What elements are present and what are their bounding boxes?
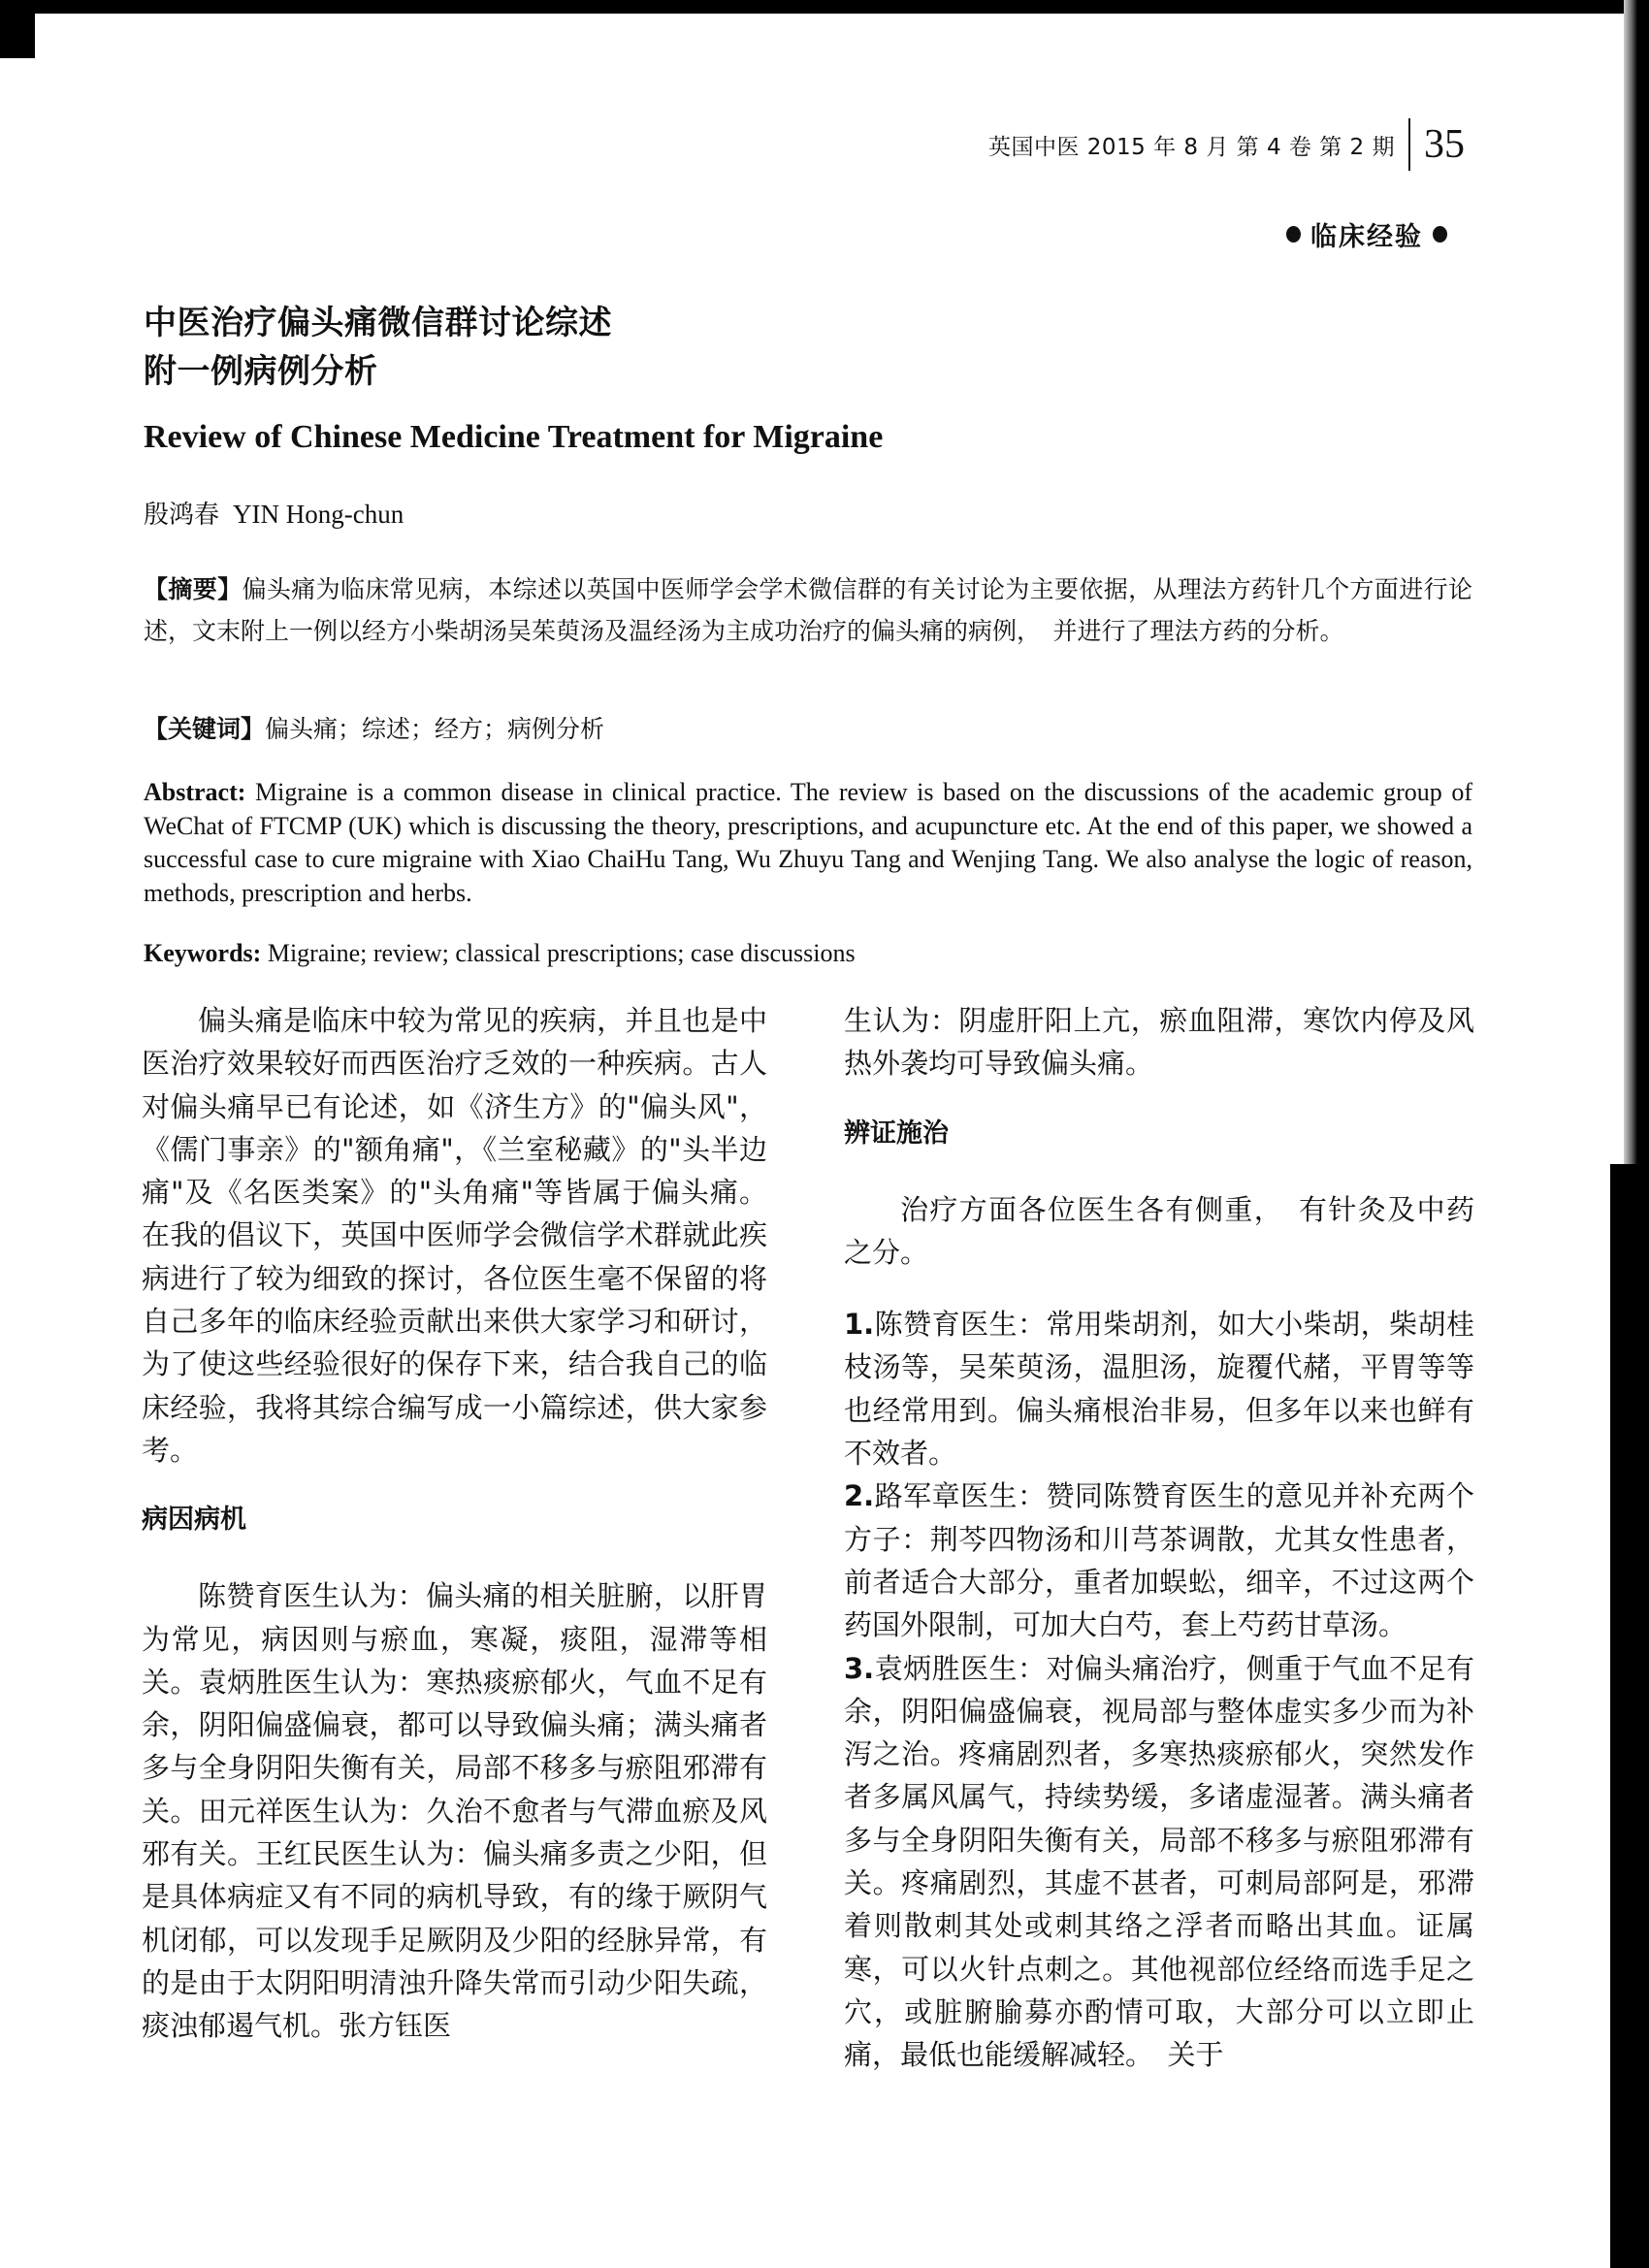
title-cn-line2: 附一例病例分析	[144, 352, 378, 391]
item-number: 1.	[844, 1308, 875, 1342]
etiology-paragraph: 陈赞育医生认为：偏头痛的相关脏腑，以肝胃为常见，病因则与瘀血，寒凝，痰阻，湿滞等相关。袁炳胜医生认为：寒热痰瘀郁火，气血不足有余，阴阳偏盛偏衰，都可以导致偏头痛；满头痛者多与全身阴阳失衡有关，局部不移多与瘀阻邪滞有关。田元祥医生认为：久治不愈者与气滞血瘀及风邪有关。王红民医生认为：偏头痛多责之少阳，但是具体病症又有不同的病机导致，有的缘于厥阴气机闭郁，可以发现手足厥阴及少阳的经脉异常，有的是由于太阴阳明清浊升降失常而引动少阳失疏，痰浊郁遏气机。张方钰医	[142, 1579, 767, 2043]
item-number: 2.	[844, 1479, 875, 1513]
author-name-en: YIN Hong-chun	[233, 500, 404, 529]
section-heading-treatment: 辨证施治	[844, 1118, 949, 1149]
item-text: 袁炳胜医生：对偏头痛治疗，侧重于气血不足有余，阴阳偏盛偏衰，视局部与整体虚实多少而为补泻之治。疼痛剧烈者，多寒热痰瘀郁火，突然发作者多属风属气，持续势缓，多诸虚湿著。满头痛者多与全身阴阳失衡有关，局部不移多与瘀阻邪滞有关。疼痛剧烈，其虚不甚者，可刺局部阿是，邪滞着则散刺其处或刺其络之浮者而略出其血。证属寒，可以火针点刺之。其他视部位经络而选手足之穴，或脏腑腧募亦酌情可取，大部分可以立即止痛，最低也能缓解减轻。 关于	[844, 1651, 1474, 2072]
etiology-continuation: 生认为：阴虚肝阳上亢，瘀血阻滞，寒饮内停及风热外袭均可导致偏头痛。	[844, 1004, 1474, 1081]
section-tag-label: 临床经验	[1310, 222, 1423, 252]
keywords-chinese	[144, 710, 604, 749]
abstract-en-text: Migraine is a common disease in clinical practice. The review is based on the discussions of the academic group of WeChat of FTCMP (UK) which is discussing the theory, prescriptions, and acupuncture etc. At the end of this paper, we showed a successful case to cure migraine with Xiao ChaiHu Tang, Wu Zhuyu Tang and Wenjing Tang. We also analyse the logic of reason, methods, prescription and herbs.	[144, 778, 1472, 907]
treatment-intro: 治疗方面各位医生各有侧重， 有针灸及中药之分。	[844, 1192, 1474, 1269]
keywords-en-label: Keywords:	[144, 939, 262, 967]
title-english: Review of Chinese Medicine Treatment for Migraine	[144, 419, 884, 455]
keywords-cn-text: 偏头痛；综述；经方；病例分析	[265, 715, 605, 743]
right-column	[844, 999, 1474, 2077]
running-head	[988, 118, 1465, 171]
section-tag	[1277, 215, 1457, 253]
title-cn-line1: 中医治疗偏头痛微信群讨论综述	[144, 304, 612, 342]
journal-issue: 英国中医 2015 年 8 月 第 4 卷 第 2 期	[987, 134, 1395, 160]
treatment-item	[844, 1303, 1474, 1474]
treatment-item	[844, 1647, 1474, 2077]
keywords-en-text: Migraine; review; classical prescriptions; case discussions	[267, 939, 856, 967]
treatment-item	[844, 1474, 1474, 1646]
left-column	[142, 999, 767, 2048]
author	[144, 495, 404, 531]
page-number: 35	[1424, 122, 1465, 167]
bullet-icon	[1286, 226, 1301, 243]
abstract-cn-text: 偏头痛为临床常见病，本综述以英国中医师学会学术微信群的有关讨论为主要依据，从理法方药针几个方面进行论述，文末附上一例以经方小柴胡汤吴茱萸汤及温经汤为主成功治疗的偏头痛的病例， 并进行了理法方药的分析。	[144, 575, 1472, 645]
keywords-cn-label: 【关键词】	[144, 715, 266, 743]
abstract-cn-label: 【摘要】	[144, 575, 242, 603]
intro-paragraph: 偏头痛是临床中较为常见的疾病，并且也是中医治疗效果较好而西医治疗乏效的一种疾病。古人对偏头痛早已有论述，如《济生方》的"偏头风"，《儒门事亲》的"额角痛"，《兰室秘藏》的"头半边痛"及《名医类案》的"头角痛"等皆属于偏头痛。在我的倡议下，英国中医师学会微信学术群就此疾病进行了较为细致的探讨，各位医生毫不保留的将自己多年的临床经验贡献出来供大家学习和研讨，为了使这些经验很好的保存下来，结合我自己的临床经验，我将其综合编写成一小篇综述，供大家参考。	[142, 1004, 767, 1467]
spacer	[844, 1274, 1474, 1303]
section-heading-etiology: 病因病机	[142, 1505, 246, 1536]
item-text: 路军章医生：赞同陈赞育医生的意见并补充两个方子：荆芩四物汤和川芎茶调散，尤其女性患者，前者适合大部分，重者加蜈蚣，细辛，不过这两个药国外限制，可加大白芍，套上芍药甘草汤。	[844, 1479, 1474, 1642]
abstract-english	[144, 776, 1472, 910]
abstract-en-label: Abstract:	[144, 778, 246, 806]
header-divider	[1408, 118, 1410, 171]
keywords-english	[144, 939, 856, 968]
abstract-chinese	[144, 568, 1472, 652]
item-text: 陈赞育医生：常用柴胡剂，如大小柴胡，柴胡桂枝汤等，吴茱萸汤，温胆汤，旋覆代赭，平胃等等也经常用到。偏头痛根治非易，但多年以来也鲜有不效者。	[844, 1308, 1474, 1471]
item-number: 3.	[844, 1651, 875, 1685]
author-name-cn: 殷鸿春	[144, 501, 220, 530]
title-chinese	[144, 299, 612, 396]
bullet-icon	[1433, 226, 1447, 243]
